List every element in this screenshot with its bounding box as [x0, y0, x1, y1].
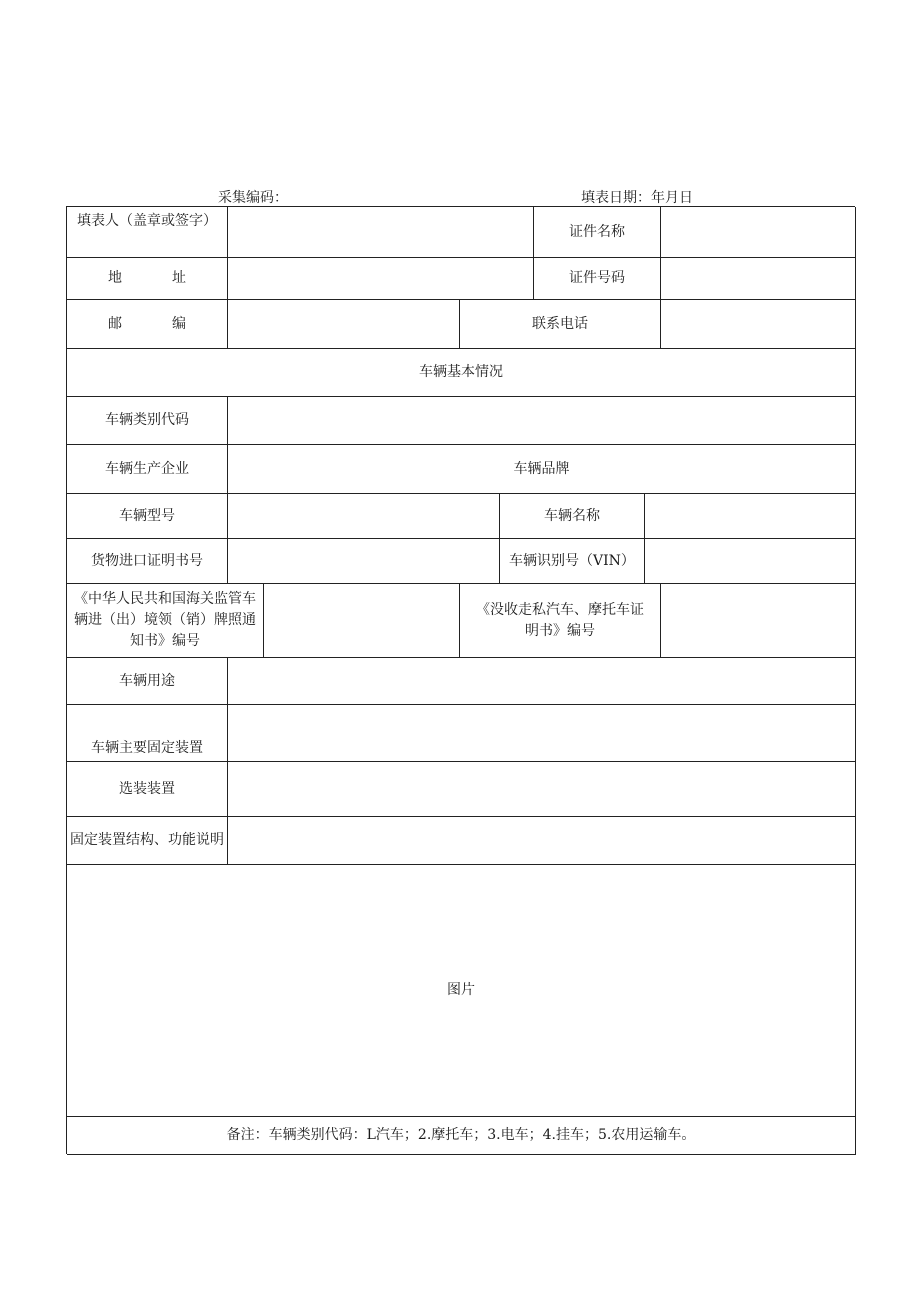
cert-no-field[interactable]: [661, 258, 856, 300]
model-label: 车辆型号: [67, 494, 228, 539]
address-label: [67, 258, 228, 300]
usage-field[interactable]: [228, 658, 856, 705]
main-device-label: 车辆主要固定装置: [67, 705, 228, 762]
address-field[interactable]: [228, 258, 534, 300]
category-code-label: 车辆类别代码: [67, 397, 228, 445]
fill-date-label: 填表日期：年月日: [581, 190, 693, 206]
address-label-char-2: 址: [172, 270, 186, 286]
manufacturer-label: 车辆生产企业: [67, 445, 228, 494]
smuggle-cert-label: 《没收走私汽车、摩托车证明书》编号: [460, 584, 661, 658]
device-desc-label: 固定装置结构、功能说明: [67, 817, 228, 865]
brand-label: 车辆品牌: [513, 460, 570, 477]
usage-label: 车辆用途: [67, 658, 228, 705]
optional-device-field[interactable]: [228, 762, 856, 817]
cert-name-field[interactable]: [661, 207, 856, 258]
vehicle-name-field[interactable]: [645, 494, 856, 539]
vin-label: 车辆识别号（VIN）: [500, 539, 645, 584]
filler-label: 填表人（盖章或签字）: [67, 207, 228, 258]
postcode-label: [67, 300, 228, 349]
postcode-field[interactable]: [228, 300, 460, 349]
picture-area[interactable]: [67, 865, 856, 1117]
customs-notice-field[interactable]: [264, 584, 460, 658]
collection-code-label: 采集编码：: [218, 190, 288, 206]
cert-no-label: 证件号码: [534, 258, 661, 300]
phone-field[interactable]: [661, 300, 856, 349]
vehicle-name-label: 车辆名称: [500, 494, 645, 539]
smuggle-cert-field[interactable]: [661, 584, 856, 658]
category-code-field[interactable]: [228, 397, 856, 445]
phone-label: 联系电话: [460, 300, 661, 349]
manufacturer-field[interactable]: [228, 445, 856, 494]
vehicle-info-form: [66, 206, 855, 1154]
postcode-label-char-1: 邮: [108, 315, 122, 332]
vin-field[interactable]: [645, 539, 856, 584]
model-field[interactable]: [228, 494, 500, 539]
optional-device-label: 选装装置: [67, 762, 228, 817]
address-label-char-1: 地: [108, 270, 122, 286]
filler-field[interactable]: [228, 207, 534, 258]
import-cert-label: 货物进口证明书号: [67, 539, 228, 584]
section-title: 车辆基本情况: [67, 349, 856, 397]
picture-label: 图片: [447, 982, 475, 998]
postcode-label-char-2: 编: [172, 315, 186, 332]
customs-notice-label: 《中华人民共和国海关监管车辆进（出）境领（销）牌照通知书》编号: [67, 584, 264, 658]
cert-name-label: 证件名称: [534, 207, 661, 258]
remark: 备注：车辆类别代码：L汽车；2.摩托车；3.电车；4.挂车；5.农用运输车。: [67, 1117, 856, 1155]
device-desc-field[interactable]: [228, 817, 856, 865]
main-device-field[interactable]: [228, 705, 856, 762]
import-cert-field[interactable]: [228, 539, 500, 584]
